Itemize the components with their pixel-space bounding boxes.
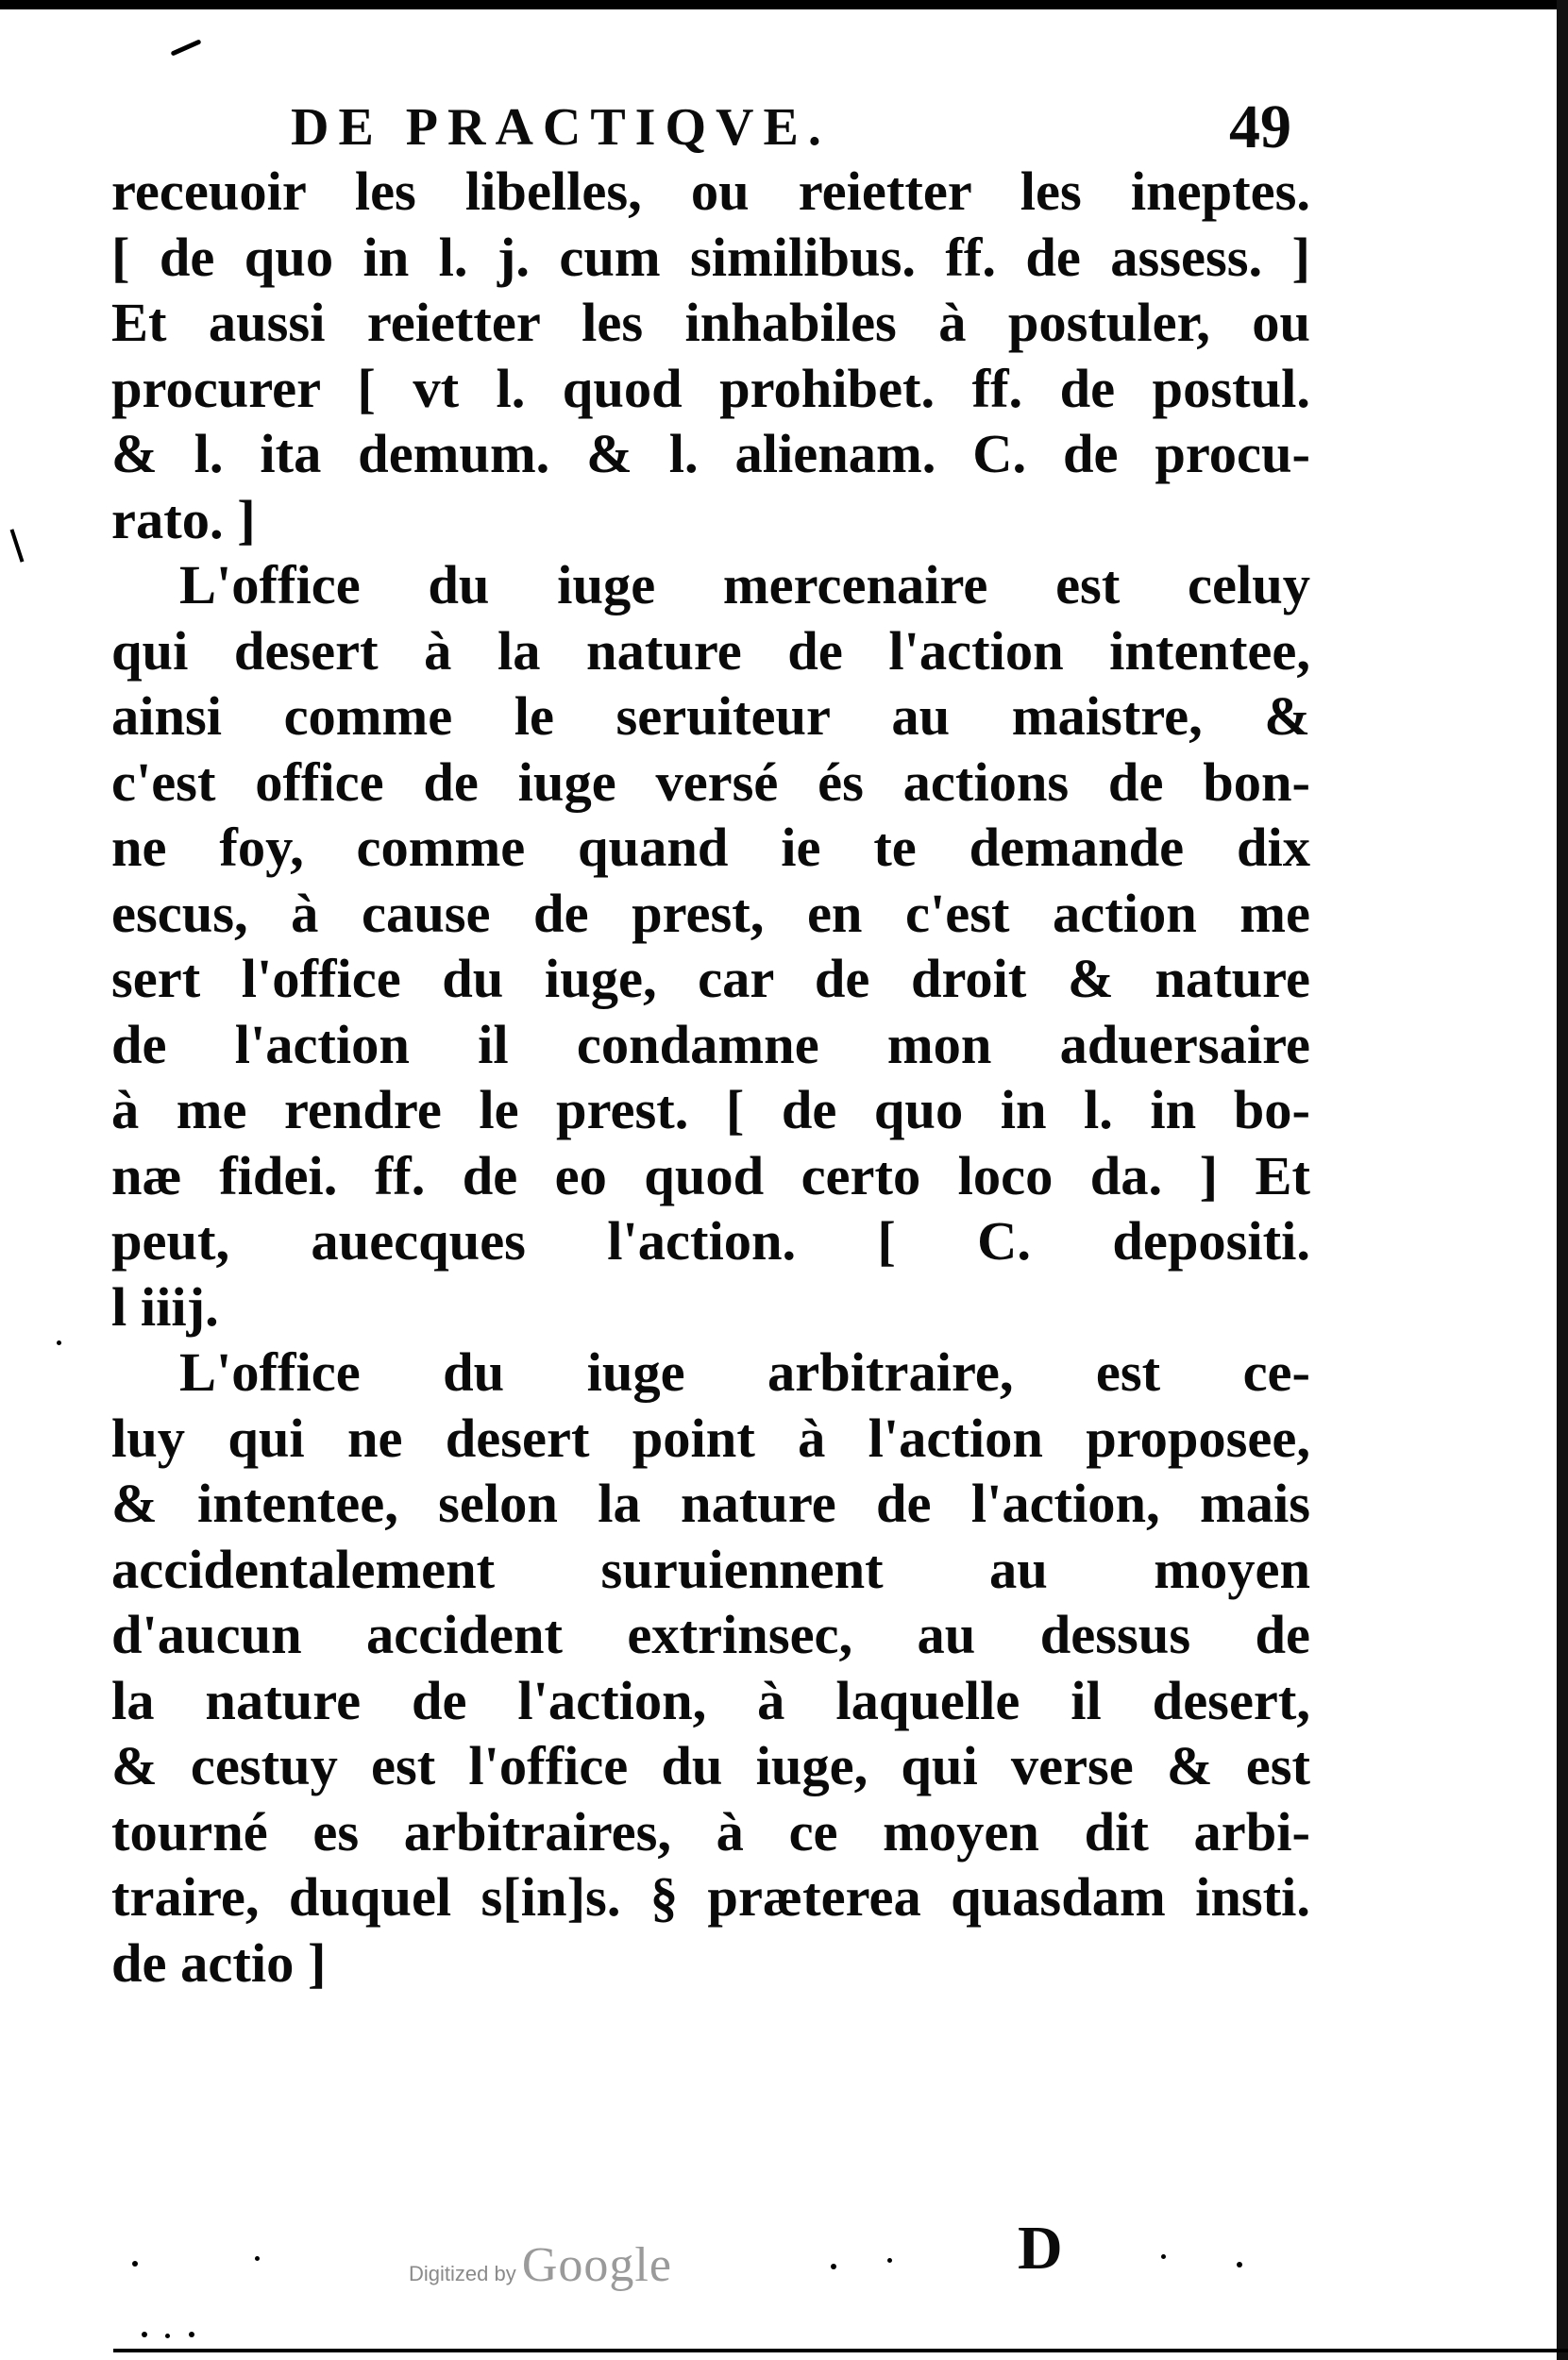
text-line: ainsi comme le seruiteur au maistre, &	[111, 685, 1310, 747]
page-bottom-edge	[113, 2349, 1568, 2352]
scan-speck	[1237, 2262, 1242, 2267]
text-line: qui desert à la nature de l'action intentee,	[111, 619, 1310, 682]
scan-speck	[132, 2261, 138, 2267]
google-wordmark: Google	[521, 2238, 672, 2292]
digitized-by-watermark	[409, 2237, 672, 2293]
text-line: receuoir les libelles, ou reietter les ineptes.	[111, 160, 1310, 222]
text-line: rato. ]	[111, 488, 256, 550]
text-line: d'aucun accident extrinsec, au dessus de	[111, 1604, 1310, 1665]
page-header	[291, 87, 1291, 168]
text-line: L'office du iuge arbitraire, est ce-	[179, 1341, 1310, 1403]
scan-speck	[189, 2332, 194, 2337]
text-line: tourné es arbitraires, à ce moyen dit arbi-	[111, 1800, 1310, 1863]
text-line: næ fidei. ff. de eo quod certo loco da. ] Et	[111, 1144, 1310, 1206]
text-line: c'est office de iuge versé és actions de bon-	[111, 750, 1310, 813]
text-line: accidentalement suruiennent au moyen	[111, 1538, 1310, 1600]
text-line: & cestuy est l'office du iuge, qui verse & est	[111, 1735, 1310, 1796]
scan-speck	[165, 2334, 170, 2338]
text-line: ne foy, comme quand ie te demande dix	[111, 817, 1310, 878]
text-line: luy qui ne desert point à l'action proposee,	[111, 1407, 1310, 1469]
text-line: traire, duquel s[in]s. § præterea quasdam insti.	[111, 1866, 1310, 1928]
text-line: & l. ita demum. & l. alienam. C. de procu-	[111, 423, 1310, 484]
text-line: & intentee, selon la nature de l'action, mais	[111, 1473, 1310, 1534]
page-number: 49	[1229, 93, 1291, 161]
signature-mark: D	[1018, 2214, 1063, 2283]
scan-speck	[57, 1340, 61, 1345]
margin-tick-mark	[10, 529, 25, 562]
text-line: [ de quo in l. j. cum similibus. ff. de assess. ]	[111, 226, 1310, 288]
text-line: l iiij.	[111, 1275, 219, 1338]
scan-speck	[142, 2332, 147, 2337]
running-head: DE PRACTIQVE.	[291, 98, 831, 157]
text-line: Et aussi reietter les inhabiles à postuler, ou	[111, 292, 1310, 353]
page-footer	[0, 2209, 1568, 2303]
scan-speck	[255, 2256, 260, 2261]
text-line: de l'action il condamne mon aduersaire	[111, 1013, 1310, 1075]
text-line: sert l'office du iuge, car de droit & nature	[111, 948, 1310, 1009]
text-line: peut, auecques l'action. [ C. depositi.	[111, 1210, 1310, 1272]
digitized-prefix: Digitized by	[409, 2262, 516, 2285]
scan-speck	[831, 2264, 836, 2269]
ink-stroke-mark	[170, 39, 201, 56]
page-top-edge	[0, 0, 1568, 9]
scan-speck	[1161, 2254, 1166, 2259]
text-line: procurer [ vt l. quod prohibet. ff. de postul.	[111, 357, 1310, 419]
page-right-edge	[1557, 0, 1568, 2360]
text-line: à me rendre le prest. [ de quo in l. in bo-	[111, 1079, 1310, 1140]
text-line: la nature de l'action, à laquelle il desert,	[111, 1669, 1310, 1731]
scan-speck	[887, 2258, 892, 2263]
text-line: escus, à cause de prest, en c'est action me	[111, 882, 1310, 944]
text-line: de actio ]	[111, 1931, 327, 1994]
body-text	[111, 159, 1310, 1996]
text-line: L'office du iuge mercenaire est celuy	[179, 554, 1310, 615]
